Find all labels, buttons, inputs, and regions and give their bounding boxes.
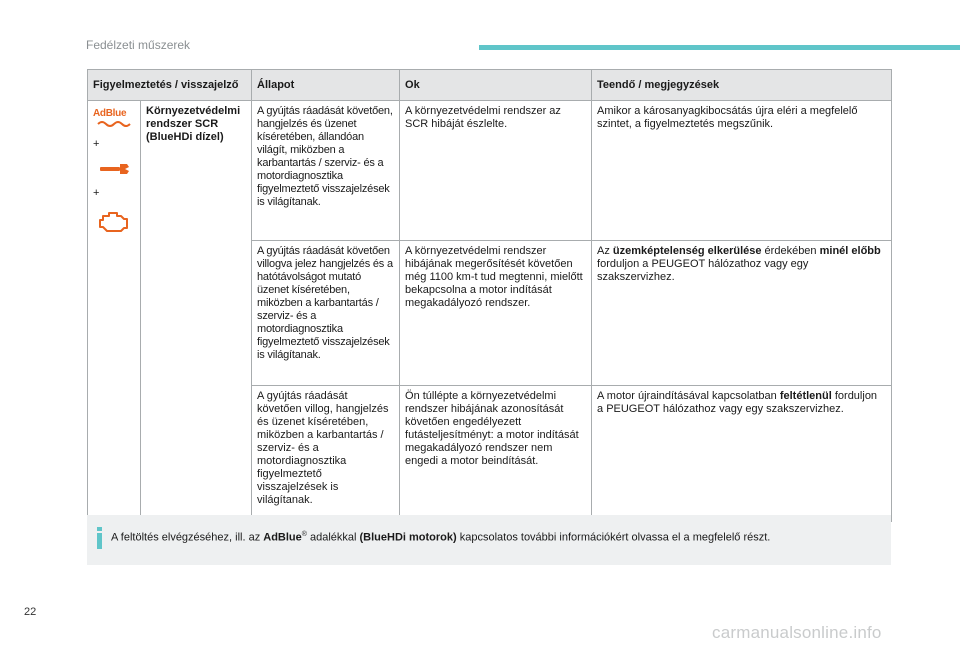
table-row: [88, 101, 892, 241]
row3-action: A motor újraindításával kapcsolatban feltétlenül forduljon a PEUGEOT hálózathoz vagy egy szakszervizhez.: [592, 386, 892, 522]
row2-action: Az üzemképtelenség elkerülése érdekében minél előbb forduljon a PEUGEOT hálózathoz vagy egy szakszervizhez.: [592, 241, 892, 386]
header-cause: Ok: [400, 70, 592, 101]
header-action: Teendő / megjegyzések: [592, 70, 892, 101]
section-accent-bar: [479, 45, 960, 50]
row2-state: A gyújtás ráadását követően villogva jelez hangjelzés és a hatótávolságot mutató üzenet kíséretében, miközben a karbantartás / szerviz- és a motordiagnosztika figyelmeztető visszajelzések is világítanak.: [252, 241, 400, 386]
adblue-icon: [97, 120, 131, 128]
row3-state: A gyújtás ráadását követően villog, hangjelzés és üzenet kíséretében, miközben a karbantartás / szerviz- és a motordiagnosztika figyelmeztető visszajelzések is világítanak.: [252, 386, 400, 522]
plus-sign: +: [93, 187, 100, 199]
row1-cause: A környezetvédelmi rendszer az SCR hibáját észlelte.: [400, 101, 592, 241]
engine-icon: [98, 210, 130, 234]
header-warning: Figyelmeztetés / visszajelző: [88, 70, 252, 101]
plus-sign: +: [93, 138, 100, 150]
warning-table: [87, 69, 892, 522]
row1-state: A gyújtás ráadását követően, hangjelzés és üzenet kíséretében, állandóan világít, miközben a karbantartás / szerviz- és a motordiagnosztika figyelmeztető visszajelzések is világítanak.: [252, 101, 400, 241]
adblue-icon-label: AdBlue: [93, 108, 127, 119]
info-text: A feltöltés elvégzéséhez, ill. az AdBlue® adalékkal (BlueHDi motorok) kapcsolatos további információkért olvassa el a megfelelő részt.: [111, 531, 771, 544]
section-title: Fedélzeti műszerek: [86, 38, 191, 52]
watermark: carmanualsonline.info: [712, 623, 882, 642]
info-box: [87, 515, 891, 565]
row3-cause: Ön túllépte a környezetvédelmi rendszer hibájának azonosítását követően engedélyezett futásteljesítményt: a motor indítását megakadályozó rendszer nem engedi a motor beindítását.: [400, 386, 592, 522]
info-icon: [97, 527, 102, 549]
warning-icons-cell: [88, 101, 141, 522]
page-number: 22: [24, 606, 37, 618]
row2-cause: A környezetvédelmi rendszer hibájának megerősítését követően még 1100 km-t tud megtenni, mielőtt bekapcsolna a motor indítását megakadályozó rendszer.: [400, 241, 592, 386]
warning-name: Környezetvédelmi rendszer SCR (BlueHDi dízel): [141, 101, 252, 522]
wrench-icon: [98, 161, 130, 177]
row1-action: Amikor a károsanyagkibocsátás újra eléri a megfelelő szintet, a figyelmeztetés megszűnik.: [592, 101, 892, 241]
table-header-row: [88, 70, 892, 101]
header-state: Állapot: [252, 70, 400, 101]
